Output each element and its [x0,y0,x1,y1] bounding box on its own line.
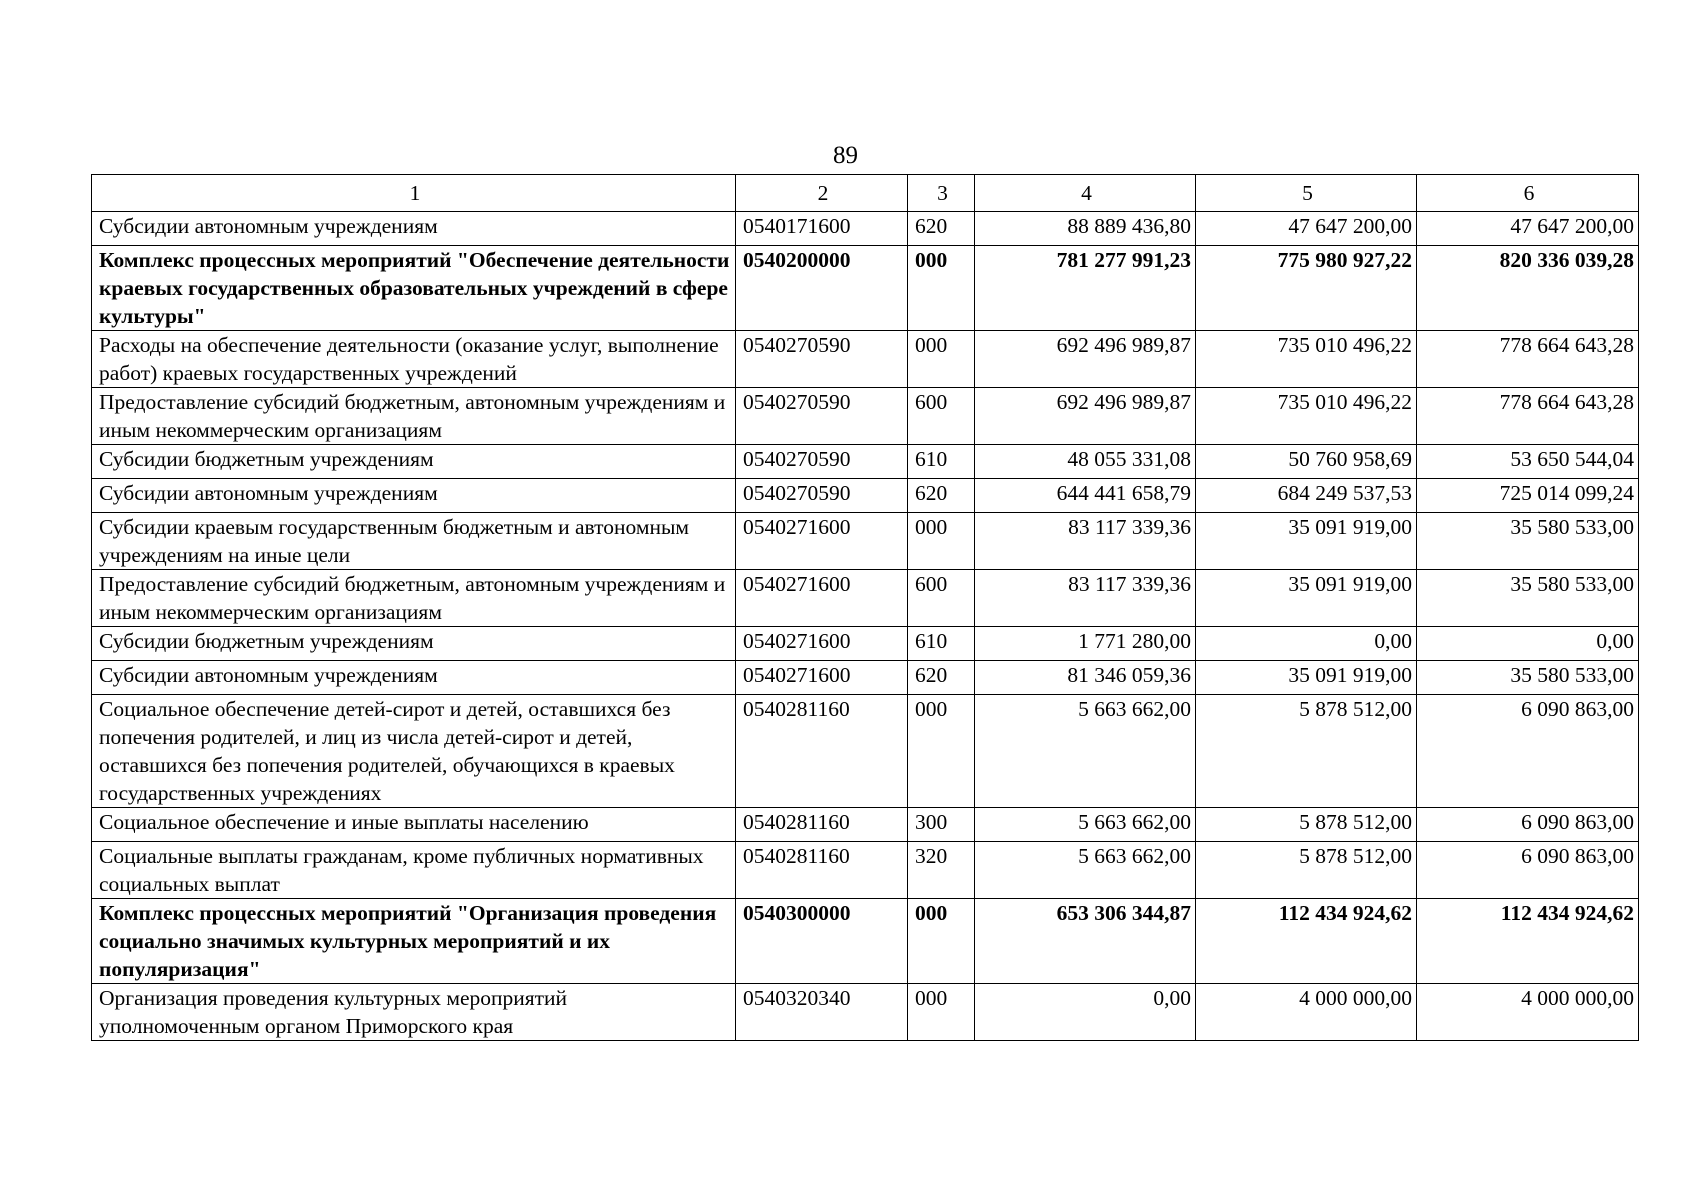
row-value-col5: 775 980 927,22 [1196,246,1417,331]
row-value-col5: 684 249 537,53 [1196,479,1417,513]
row-name-cell: Организация проведения культурных мероприятий уполномоченным органом Приморского края [92,984,736,1041]
row-code-cell: 0540271600 [736,513,908,570]
row-value-col5: 735 010 496,22 [1196,331,1417,388]
row-code-cell: 0540270590 [736,331,908,388]
row-value-col6: 112 434 924,62 [1417,899,1639,984]
row-value-col4: 83 117 339,36 [975,570,1196,627]
row-value-col5: 35 091 919,00 [1196,661,1417,695]
row-value-col5: 0,00 [1196,627,1417,661]
row-code-cell: 0540281160 [736,808,908,842]
row-value-col5: 735 010 496,22 [1196,388,1417,445]
table-row [92,661,1639,695]
header-cell: 4 [975,175,1196,212]
row-type-cell: 600 [908,570,975,627]
row-value-col6: 778 664 643,28 [1417,331,1639,388]
row-value-col6: 53 650 544,04 [1417,445,1639,479]
row-value-col4: 83 117 339,36 [975,513,1196,570]
table-row [92,808,1639,842]
row-type-cell: 600 [908,388,975,445]
row-name-cell: Субсидии автономным учреждениям [92,212,736,246]
row-value-col5: 4 000 000,00 [1196,984,1417,1041]
table-row [92,331,1639,388]
table-row [92,842,1639,899]
row-code-cell: 0540200000 [736,246,908,331]
row-name-cell: Субсидии бюджетным учреждениям [92,445,736,479]
row-value-col4: 81 346 059,36 [975,661,1196,695]
row-type-cell: 300 [908,808,975,842]
header-cell: 6 [1417,175,1639,212]
row-type-cell: 610 [908,627,975,661]
table-row [92,984,1639,1041]
row-value-col5: 5 878 512,00 [1196,695,1417,808]
row-value-col5: 47 647 200,00 [1196,212,1417,246]
row-value-col5: 5 878 512,00 [1196,808,1417,842]
row-type-cell: 620 [908,479,975,513]
row-value-col4: 5 663 662,00 [975,808,1196,842]
table-row [92,695,1639,808]
row-value-col5: 5 878 512,00 [1196,842,1417,899]
row-code-cell: 0540271600 [736,661,908,695]
row-value-col4: 644 441 658,79 [975,479,1196,513]
header-cell: 1 [92,175,736,212]
row-value-col4: 692 496 989,87 [975,331,1196,388]
row-value-col5: 35 091 919,00 [1196,570,1417,627]
row-type-cell: 610 [908,445,975,479]
row-code-cell: 0540271600 [736,627,908,661]
row-code-cell: 0540270590 [736,479,908,513]
row-code-cell: 0540271600 [736,570,908,627]
row-type-cell: 000 [908,331,975,388]
row-name-cell: Предоставление субсидий бюджетным, автономным учреждениям и иным некоммерческим организациям [92,388,736,445]
row-code-cell: 0540171600 [736,212,908,246]
row-code-cell: 0540270590 [736,445,908,479]
table-row [92,627,1639,661]
row-value-col6: 35 580 533,00 [1417,661,1639,695]
header-cell: 2 [736,175,908,212]
row-value-col6: 35 580 533,00 [1417,570,1639,627]
table-row [92,212,1639,246]
row-type-cell: 620 [908,661,975,695]
row-code-cell: 0540320340 [736,984,908,1041]
row-value-col4: 1 771 280,00 [975,627,1196,661]
table-row [92,570,1639,627]
row-value-col6: 6 090 863,00 [1417,808,1639,842]
row-name-cell: Социальные выплаты гражданам, кроме публичных нормативных социальных выплат [92,842,736,899]
row-value-col4: 0,00 [975,984,1196,1041]
page-number: 89 [833,142,858,169]
row-value-col4: 692 496 989,87 [975,388,1196,445]
row-code-cell: 0540300000 [736,899,908,984]
row-value-col6: 820 336 039,28 [1417,246,1639,331]
row-code-cell: 0540281160 [736,842,908,899]
row-value-col4: 5 663 662,00 [975,695,1196,808]
table-row [92,899,1639,984]
row-value-col6: 725 014 099,24 [1417,479,1639,513]
row-name-cell: Расходы на обеспечение деятельности (оказание услуг, выполнение работ) краевых государственных учреждений [92,331,736,388]
row-name-cell: Субсидии краевым государственным бюджетным и автономным учреждениям на иные цели [92,513,736,570]
row-value-col5: 112 434 924,62 [1196,899,1417,984]
row-name-cell: Социальное обеспечение детей-сирот и детей, оставшихся без попечения родителей, и лиц из числа детей-сирот и детей, оставшихся без попечения родителей, обучающихся в краевых государственных учреждениях [92,695,736,808]
row-type-cell: 000 [908,695,975,808]
row-type-cell: 620 [908,212,975,246]
row-code-cell: 0540281160 [736,695,908,808]
header-row [92,175,1639,212]
row-value-col4: 781 277 991,23 [975,246,1196,331]
row-value-col4: 48 055 331,08 [975,445,1196,479]
row-name-cell: Предоставление субсидий бюджетным, автономным учреждениям и иным некоммерческим организациям [92,570,736,627]
row-value-col6: 35 580 533,00 [1417,513,1639,570]
row-name-cell: Субсидии бюджетным учреждениям [92,627,736,661]
row-name-cell: Субсидии автономным учреждениям [92,479,736,513]
row-value-col4: 88 889 436,80 [975,212,1196,246]
row-value-col6: 0,00 [1417,627,1639,661]
row-type-cell: 000 [908,899,975,984]
table-body [92,212,1639,1041]
row-name-cell: Социальное обеспечение и иные выплаты населению [92,808,736,842]
row-type-cell: 000 [908,246,975,331]
budget-table [91,174,1639,1041]
row-value-col5: 50 760 958,69 [1196,445,1417,479]
table-row [92,513,1639,570]
row-value-col6: 6 090 863,00 [1417,842,1639,899]
row-type-cell: 320 [908,842,975,899]
header-cell: 3 [908,175,975,212]
row-value-col4: 653 306 344,87 [975,899,1196,984]
row-value-col6: 4 000 000,00 [1417,984,1639,1041]
row-type-cell: 000 [908,513,975,570]
row-code-cell: 0540270590 [736,388,908,445]
table-row [92,388,1639,445]
table-row [92,246,1639,331]
row-value-col4: 5 663 662,00 [975,842,1196,899]
table-row [92,479,1639,513]
row-name-cell: Комплекс процессных мероприятий "Организация проведения социально значимых культурных мероприятий и их популяризация" [92,899,736,984]
row-name-cell: Комплекс процессных мероприятий "Обеспечение деятельности краевых государственных образовательных учреждений в сфере культуры" [92,246,736,331]
row-value-col6: 6 090 863,00 [1417,695,1639,808]
header-cell: 5 [1196,175,1417,212]
row-value-col5: 35 091 919,00 [1196,513,1417,570]
table-row [92,445,1639,479]
row-type-cell: 000 [908,984,975,1041]
row-value-col6: 47 647 200,00 [1417,212,1639,246]
row-value-col6: 778 664 643,28 [1417,388,1639,445]
row-name-cell: Субсидии автономным учреждениям [92,661,736,695]
